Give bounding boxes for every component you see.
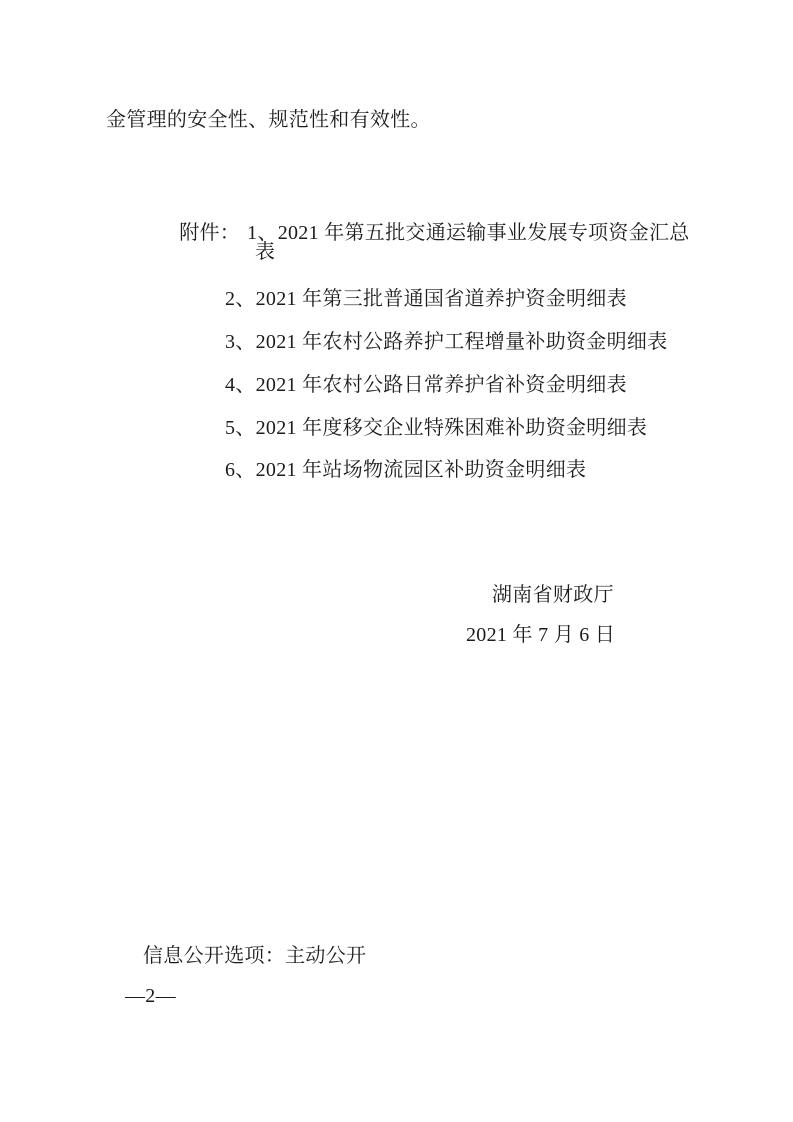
- attachment-label: 附件：: [179, 222, 241, 244]
- attachment-item-1-text: 1、2021 年第五批交通运输事业发展专项资金汇总: [247, 222, 690, 244]
- body-paragraph: 金管理的安全性、规范性和有效性。: [106, 109, 431, 131]
- attachment-item-2: 2、2021 年第三批普通国省道养护资金明细表: [225, 288, 627, 310]
- attachment-item-4: 4、2021 年农村公路日常养护省补资金明细表: [225, 374, 627, 396]
- attachment-item-6: 6、2021 年站场物流园区补助资金明细表: [225, 459, 587, 481]
- attachment-item-3: 3、2021 年农村公路养护工程增量补助资金明细表: [225, 331, 668, 353]
- attachment-list-line-1: [158, 197, 690, 269]
- attachment-item-5: 5、2021 年度移交企业特殊困难补助资金明细表: [225, 417, 648, 439]
- attachment-item-1-continuation: 表: [255, 241, 276, 263]
- signature-date: 2021 年 7 月 6 日: [466, 624, 616, 646]
- disclosure-option-line: 信息公开选项：主动公开: [143, 945, 367, 967]
- page-number: —2—: [125, 985, 176, 1007]
- signature-organization: 湖南省财政厅: [492, 584, 614, 606]
